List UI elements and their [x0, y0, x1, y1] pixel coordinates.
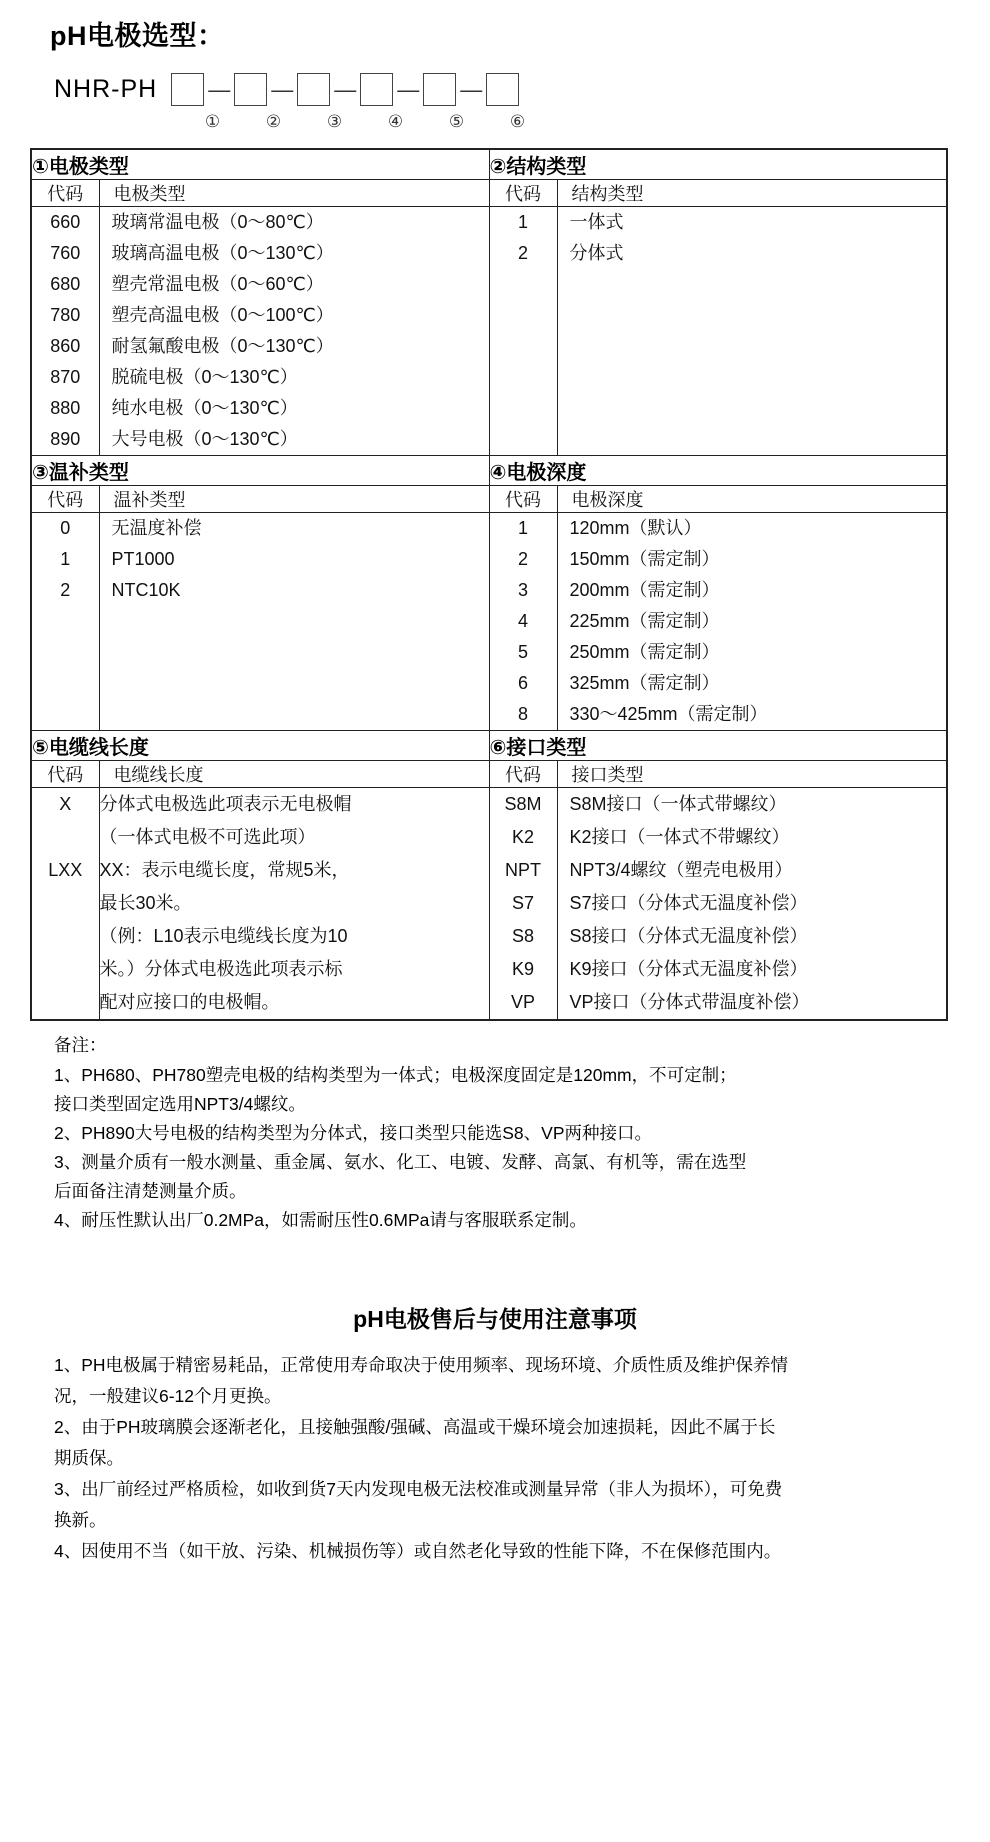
index-marker-3: ③ — [326, 112, 343, 131]
cell-desc: 分体式 — [569, 243, 624, 263]
table-row — [31, 788, 947, 1021]
cell-desc: 330～425mm（需定制） — [569, 704, 768, 724]
cell-code: 5 — [517, 642, 528, 662]
cell-desc-line: （例：L10表示电缆线长度为10 — [99, 926, 348, 946]
cell-desc: 一体式 — [569, 212, 624, 232]
table-row — [31, 513, 947, 731]
cell-code: NPT — [505, 860, 541, 880]
cell-desc: S8接口（分体式无温度补偿） — [569, 926, 808, 946]
cell-code: VP — [510, 992, 535, 1012]
cell-desc: 脱硫电极（0～130℃） — [111, 367, 298, 387]
cell-desc: S8M接口（一体式带螺纹） — [569, 794, 787, 814]
col-header-code-5: 代码 — [31, 761, 99, 788]
cell-code: S8M — [504, 794, 542, 814]
model-code-row — [28, 73, 962, 106]
note-line: 3、测量介质有一般水测量、重金属、氨水、化工、电镀、发酵、高氯、有机等，需在选型 — [54, 1152, 747, 1172]
dash-3: — — [334, 76, 357, 102]
cell-desc: 200mm（需定制） — [569, 580, 720, 600]
index-marker-6: ⑥ — [509, 112, 526, 131]
section-5-codes — [31, 788, 99, 1021]
cell-desc: NPT3/4螺纹（塑壳电极用） — [569, 860, 793, 880]
cell-desc: 塑壳常温电极（0～60℃） — [111, 274, 324, 294]
aftersales-line: 1、PH电极属于精密易耗品，正常使用寿命取决于使用频率、现场环境、介质性质及维护保养情 — [54, 1355, 789, 1375]
cell-desc: 耐氢氟酸电极（0～130℃） — [111, 336, 334, 356]
code-box-4[interactable] — [360, 73, 393, 106]
cell-desc-line: 最长30米。 — [99, 893, 192, 913]
aftersales-title: pH电极售后与使用注意事项 — [353, 1306, 637, 1332]
model-index-row — [28, 112, 962, 132]
cell-desc: VP接口（分体式带温度补偿） — [569, 992, 810, 1012]
cell-code: 660 — [50, 212, 81, 232]
aftersales-block — [28, 1350, 962, 1567]
note-line: 1、PH680、PH780塑壳电极的结构类型为一体式；电极深度固定是120mm，不可定制； — [54, 1065, 737, 1085]
col-header-desc-6: 接口类型 — [557, 761, 947, 788]
section-2-descs — [557, 207, 947, 456]
selection-table — [30, 148, 948, 1021]
table-row — [31, 149, 947, 180]
col-header-desc-4: 电极深度 — [557, 486, 947, 513]
cell-code: LXX — [48, 860, 83, 880]
cell-code: 870 — [50, 367, 81, 387]
code-box-2[interactable] — [234, 73, 267, 106]
col-header-code-4: 代码 — [489, 486, 557, 513]
section-heading-5: ⑤电缆线长度 — [31, 731, 489, 761]
cell-code: 3 — [517, 580, 528, 600]
section-4-codes — [489, 513, 557, 731]
cell-desc: 150mm（需定制） — [569, 549, 720, 569]
section-heading-2: ②结构类型 — [489, 149, 947, 180]
cell-desc-line: （一体式电极不可选此项） — [99, 827, 316, 847]
col-header-code-3: 代码 — [31, 486, 99, 513]
cell-desc: PT1000 — [111, 549, 175, 569]
cell-code: 1 — [517, 518, 528, 538]
code-box-1[interactable] — [171, 73, 204, 106]
aftersales-line: 2、由于PH玻璃膜会逐渐老化，且接触强酸/强碱、高温或干燥环境会加速损耗，因此不属于长 — [54, 1417, 776, 1437]
cell-code: K9 — [511, 959, 535, 979]
cell-desc: 纯水电极（0～130℃） — [111, 398, 298, 418]
note-line: 后面备注清楚测量介质。 — [54, 1181, 247, 1201]
cell-code: 2 — [60, 580, 71, 600]
cell-desc: 325mm（需定制） — [569, 673, 720, 693]
aftersales-line: 4、因使用不当（如干放、污染、机械损伤等）或自然老化导致的性能下降，不在保修范围内。 — [54, 1541, 782, 1561]
aftersales-line: 期质保。 — [54, 1448, 124, 1468]
page-title: pH电极选型： — [50, 21, 225, 51]
cell-desc: K9接口（分体式无温度补偿） — [569, 959, 808, 979]
cell-code: 1 — [517, 212, 528, 232]
section-1-descs — [99, 207, 489, 456]
notes-block — [28, 1031, 962, 1235]
cell-desc: NTC10K — [111, 580, 181, 600]
cell-desc: S7接口（分体式无温度补偿） — [569, 893, 808, 913]
dash-4: — — [397, 76, 420, 102]
cell-code: 780 — [50, 305, 81, 325]
cell-desc: 225mm（需定制） — [569, 611, 720, 631]
code-box-6[interactable] — [486, 73, 519, 106]
aftersales-line: 3、出厂前经过严格质检，如收到货7天内发现电极无法校准或测量异常（非人为损坏），可免费 — [54, 1479, 783, 1499]
model-prefix: NHR-PH — [54, 75, 158, 103]
cell-desc: 无温度补偿 — [111, 518, 202, 538]
code-box-5[interactable] — [423, 73, 456, 106]
col-header-code-6: 代码 — [489, 761, 557, 788]
section-3-codes — [31, 513, 99, 731]
index-marker-5: ⑤ — [448, 112, 465, 131]
section-5-desc — [99, 788, 489, 1021]
table-row — [31, 180, 947, 207]
cell-code: 2 — [517, 549, 528, 569]
cell-desc: 玻璃高温电极（0～130℃） — [111, 243, 334, 263]
cell-desc: 玻璃常温电极（0～80℃） — [111, 212, 324, 232]
cell-desc: K2接口（一体式不带螺纹） — [569, 827, 790, 847]
section-heading-6: ⑥接口类型 — [489, 731, 947, 761]
cell-code: X — [59, 794, 72, 814]
dash-5: — — [460, 76, 483, 102]
cell-code: 8 — [517, 704, 528, 724]
col-header-desc-5: 电缆线长度 — [99, 761, 489, 788]
table-row — [31, 456, 947, 486]
cell-code: 2 — [517, 243, 528, 263]
section-6-descs — [557, 788, 947, 1021]
section-heading-3: ③温补类型 — [31, 456, 489, 486]
table-row — [31, 761, 947, 788]
dash-1: — — [208, 76, 231, 102]
col-header-desc-3: 温补类型 — [99, 486, 489, 513]
index-marker-2: ② — [265, 112, 282, 131]
note-line: 4、耐压性默认出厂0.2MPa，如需耐压性0.6MPa请与客服联系定制。 — [54, 1210, 587, 1230]
section-6-codes — [489, 788, 557, 1021]
section-2-codes — [489, 207, 557, 456]
section-heading-4: ④电极深度 — [489, 456, 947, 486]
col-header-code-1: 代码 — [31, 180, 99, 207]
section-4-descs — [557, 513, 947, 731]
cell-desc-line: 分体式电极选此项表示无电极帽 — [99, 794, 352, 814]
cell-desc: 大号电极（0～130℃） — [111, 429, 298, 449]
aftersales-line: 换新。 — [54, 1510, 107, 1530]
col-header-code-2: 代码 — [489, 180, 557, 207]
section-heading-1: ①电极类型 — [31, 149, 489, 180]
note-line: 2、PH890大号电极的结构类型为分体式，接口类型只能选S8、VP两种接口。 — [54, 1123, 652, 1143]
cell-code: 680 — [50, 274, 81, 294]
cell-code: 4 — [517, 611, 528, 631]
code-box-3[interactable] — [297, 73, 330, 106]
cell-desc: 250mm（需定制） — [569, 642, 720, 662]
cell-code: 880 — [50, 398, 81, 418]
cell-code: K2 — [511, 827, 535, 847]
cell-code: 0 — [60, 518, 71, 538]
note-line: 接口类型固定选用NPT3/4螺纹。 — [54, 1094, 306, 1114]
cell-code: 1 — [60, 549, 71, 569]
table-row — [31, 731, 947, 761]
col-header-desc-1: 电极类型 — [99, 180, 489, 207]
section-3-descs — [99, 513, 489, 731]
cell-code: 6 — [517, 673, 528, 693]
aftersales-line: 况，一般建议6-12个月更换。 — [54, 1386, 282, 1406]
cell-desc: 120mm（默认） — [569, 518, 702, 538]
cell-desc-line: 配对应接口的电极帽。 — [99, 992, 280, 1012]
cell-code: S7 — [511, 893, 535, 913]
cell-desc: 塑壳高温电极（0～100℃） — [111, 305, 334, 325]
cell-code: 760 — [50, 243, 81, 263]
cell-desc-line: 米。）分体式电极选此项表示标 — [99, 959, 343, 979]
table-row — [31, 207, 947, 456]
index-marker-4: ④ — [387, 112, 404, 131]
col-header-desc-2: 结构类型 — [557, 180, 947, 207]
cell-desc-line: XX：表示电缆长度，常规5米， — [99, 860, 350, 880]
index-marker-1: ① — [204, 112, 221, 131]
section-1-codes — [31, 207, 99, 456]
cell-code: 890 — [50, 429, 81, 449]
table-row — [31, 486, 947, 513]
notes-heading: 备注： — [54, 1035, 107, 1055]
cell-code: S8 — [511, 926, 535, 946]
cell-code: 860 — [50, 336, 81, 356]
dash-2: — — [271, 76, 294, 102]
